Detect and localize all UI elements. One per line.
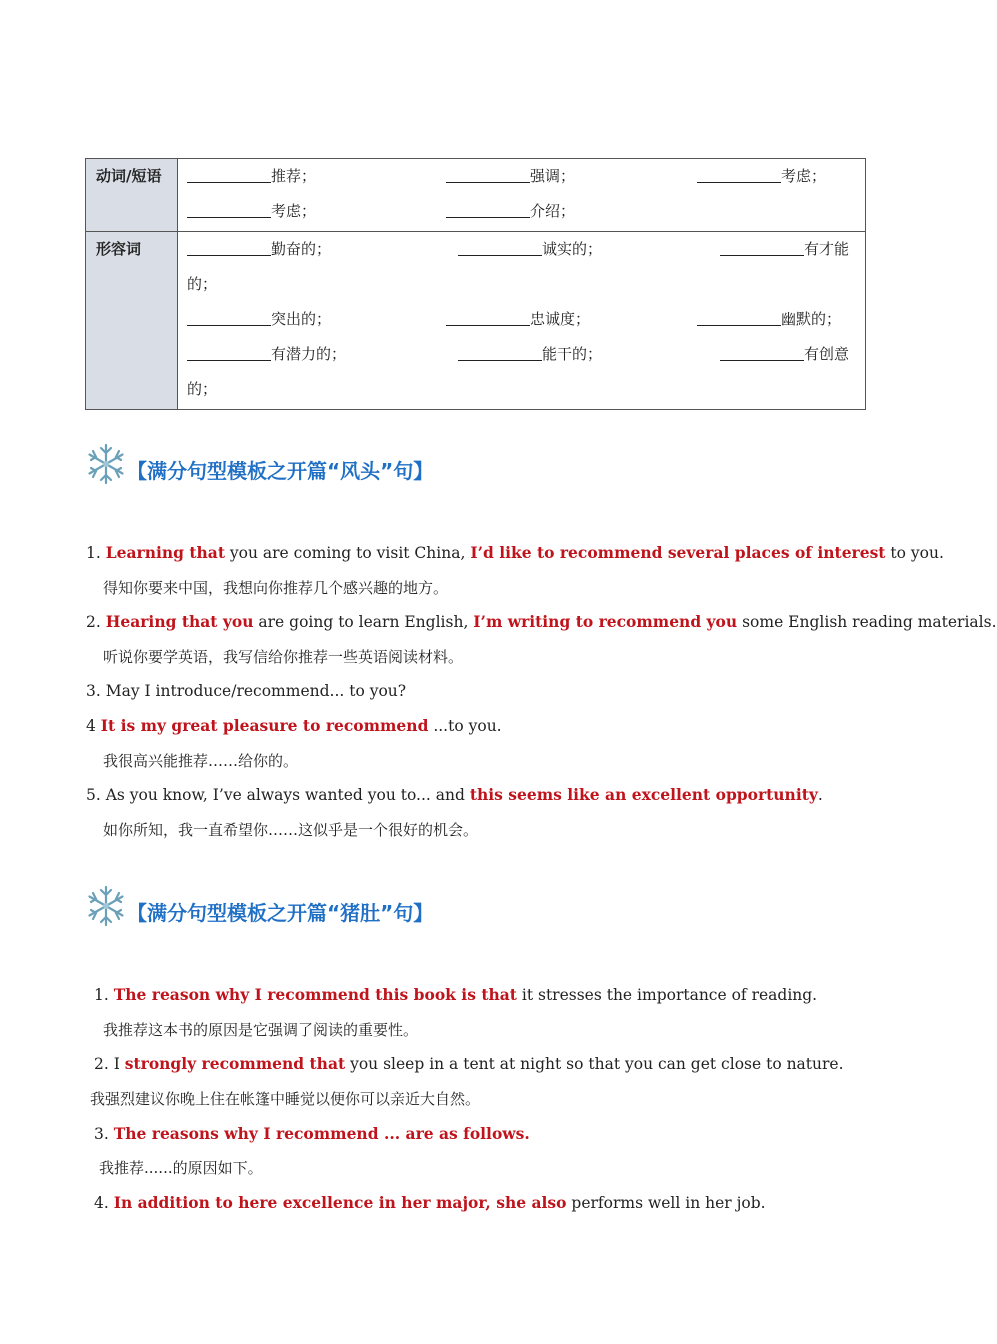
table-line: [187, 339, 857, 374]
word-label: 推荐；: [271, 167, 317, 185]
sentence-text: 4: [86, 717, 101, 735]
table-line: [187, 161, 857, 196]
word-label: 诚实的；: [542, 240, 603, 258]
table-row: [86, 159, 866, 232]
sentence-text: are going to learn English,: [253, 613, 474, 631]
highlight-phrase: It is my great pleasure to recommend: [100, 716, 429, 735]
word-label: 有创意: [804, 345, 850, 363]
fill-blank[interactable]: [720, 341, 804, 361]
word-label: 忠诚度；: [530, 310, 591, 328]
highlight-phrase: The reasons why I recommend ... are as follows.: [113, 1124, 530, 1143]
fill-blank[interactable]: [187, 163, 271, 183]
word-label: 勤奋的；: [271, 240, 332, 258]
highlight-phrase: The reason why I recommend this book is that: [113, 985, 517, 1004]
example-sentence: [94, 1193, 766, 1213]
fill-blank[interactable]: [446, 198, 530, 218]
section-title: 【满分句型模板之开篇“风头”句】: [127, 459, 434, 483]
words-cell: [178, 159, 866, 232]
fill-blank[interactable]: [187, 341, 271, 361]
sentence-text: you are coming to visit China,: [224, 544, 471, 562]
sentence-text: 1.: [86, 544, 106, 562]
sentence-text: 5. As you know, I’ve always wanted you to... and: [86, 786, 470, 804]
translation: 如你所知，我一直希望你……这似乎是一个很好的机会。: [103, 821, 479, 839]
fill-blank[interactable]: [697, 306, 781, 326]
word-label: 有才能: [804, 240, 850, 258]
word-label: 有潜力的；: [271, 345, 347, 363]
highlight-phrase: this seems like an excellent opportunity: [469, 785, 818, 804]
fill-blank[interactable]: [458, 236, 542, 256]
fill-blank[interactable]: [187, 198, 271, 218]
sentence-text: it stresses the importance of reading.: [516, 986, 818, 1004]
sentence-text: you sleep in a tent at night so that you can get close to nature.: [345, 1055, 844, 1073]
highlight-phrase: strongly recommend that: [124, 1054, 346, 1073]
fill-blank[interactable]: [458, 341, 542, 361]
translation: 得知你要来中国，我想向你推荐几个感兴趣的地方。: [103, 579, 449, 597]
sentence-text: 3.: [94, 1125, 114, 1143]
table-row: [86, 232, 866, 410]
table-line: [187, 374, 857, 409]
table-line: [187, 304, 857, 339]
fill-blank[interactable]: [446, 163, 530, 183]
category-cell: 形容词: [86, 232, 178, 410]
translation: 听说你要学英语，我写信给你推荐一些英语阅读材料。: [103, 648, 464, 666]
table-line: [187, 269, 857, 304]
sentence-text: to you.: [885, 544, 944, 562]
example-sentence: [86, 612, 997, 632]
sentence-text: 2.: [86, 613, 106, 631]
translation: 我强烈建议你晚上住在帐篷中睡觉以便你可以亲近大自然。: [90, 1090, 481, 1108]
sentence-text: ...to you.: [428, 717, 502, 735]
words-cell: [178, 232, 866, 410]
fill-blank[interactable]: [697, 163, 781, 183]
highlight-phrase: I’d like to recommend several places of interest: [470, 543, 886, 562]
word-label: 考虑；: [781, 167, 827, 185]
highlight-phrase: Hearing that you: [105, 612, 254, 631]
sentence-text: 4.: [94, 1194, 114, 1212]
highlight-phrase: In addition to here excellence in her major, she also: [113, 1193, 567, 1212]
example-sentence: [94, 985, 817, 1005]
word-label: 考虑；: [271, 202, 317, 220]
fill-blank[interactable]: [720, 236, 804, 256]
example-sentence: [86, 785, 823, 805]
fill-blank[interactable]: [446, 306, 530, 326]
highlight-phrase: I’m writing to recommend you: [473, 612, 738, 631]
fill-blank[interactable]: [187, 236, 271, 256]
sentence-text: .: [817, 786, 823, 804]
category-cell: 动词/短语: [86, 159, 178, 232]
example-sentence: [86, 543, 944, 563]
translation: 我推荐这本书的原因是它强调了阅读的重要性。: [103, 1021, 419, 1039]
highlight-phrase: Learning that: [105, 543, 225, 562]
example-sentence: [86, 716, 502, 736]
snowflake-icon: [85, 443, 127, 485]
word-label: 能干的；: [542, 345, 603, 363]
word-label: 强调；: [530, 167, 576, 185]
word-label: 介绍；: [530, 202, 576, 220]
section-title: 【满分句型模板之开篇“猪肚”句】: [127, 901, 434, 925]
word-label: 幽默的；: [781, 310, 842, 328]
table-line: [187, 196, 857, 231]
sentence-text: 2. I: [94, 1055, 125, 1073]
translation: 我推荐......的原因如下。: [99, 1159, 263, 1177]
word-label: 的；: [187, 380, 218, 398]
sentence-text: 1.: [94, 986, 114, 1004]
table-line: [187, 234, 857, 269]
vocabulary-table: [85, 158, 866, 410]
word-label: 的；: [187, 275, 218, 293]
sentence-text: performs well in her job.: [566, 1194, 766, 1212]
sentence-text: some English reading materials.: [737, 613, 997, 631]
word-label: 突出的；: [271, 310, 332, 328]
example-sentence: [94, 1124, 530, 1144]
sentence-text: 3. May I introduce/recommend... to you?: [86, 682, 407, 700]
translation: 我很高兴能推荐……给你的。: [103, 752, 299, 770]
example-sentence: [86, 681, 406, 701]
fill-blank[interactable]: [187, 306, 271, 326]
example-sentence: [94, 1054, 844, 1074]
snowflake-icon: [85, 885, 127, 927]
